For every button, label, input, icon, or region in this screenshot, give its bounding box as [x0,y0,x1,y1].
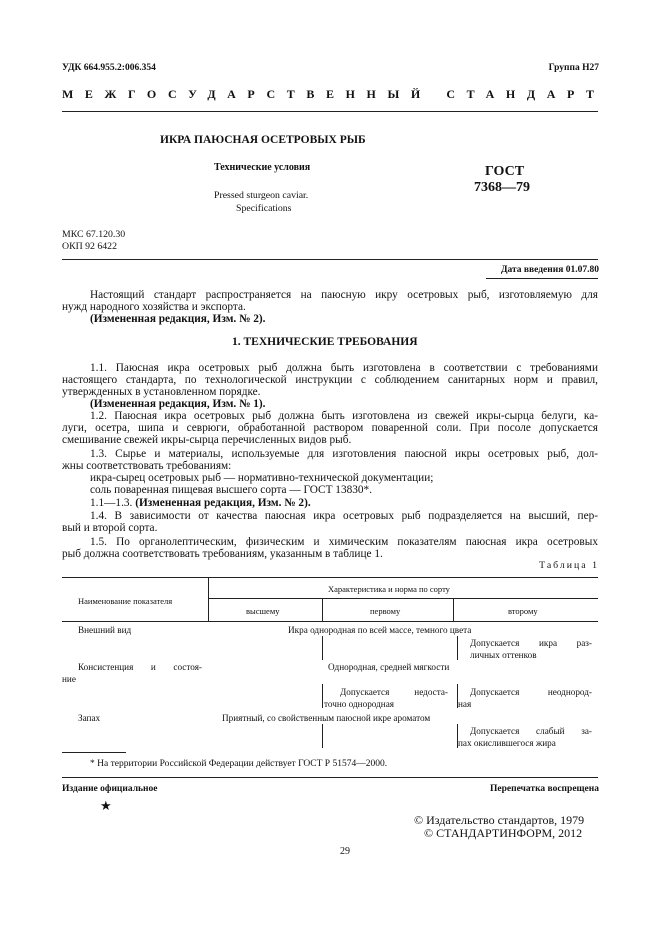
udk-code: УДК 664.955.2:006.354 [62,63,156,73]
intro-amend: (Измененная редакция, Изм. № 2). [90,313,266,325]
gost-label: ГОСТ [485,164,525,179]
p13-amend [90,497,311,509]
row2-first-line2: точно однородная [324,699,395,709]
p13-line-1: 1.3. Сырье и материалы, используемые для изготовления паюсной икры осетровых рыб, дол- [90,448,598,460]
section-heading: 1. ТЕХНИЧЕСКИЕ ТРЕБОВАНИЯ [232,336,418,348]
star-icon: ★ [100,798,112,813]
group-code: Группа Н27 [548,63,599,73]
intro-line-1: Настоящий стандарт распространяется на паюсную икру осетровых рыб, изготовляемую для [90,289,598,301]
p12-line-2: луги, осетра, шипа и севрюги, обработанной раствором поваренной соли. При посоле допускается [62,422,598,434]
p13-amend-prefix: 1.1—1.3. [90,497,136,509]
row2-second-line1: Допускается неоднород- [470,687,592,697]
row3-vline-high [322,724,323,748]
table-col-first: первому [370,606,401,616]
table-group-divider [208,598,598,599]
row2-first-line1: Допускается недоста- [340,687,448,697]
copyright-line-1: © Издательство стандартов, 1979 [414,813,585,827]
reprint-prohibited: Перепечатка воспрещена [489,784,599,794]
p13-line-4: соль поваренная пищевая высшего сорта — ГОСТ 13830*. [90,484,373,496]
row3-second-line2: пах окислившегося жира [458,738,556,748]
table-col-high: высшему [246,606,280,616]
row3-name: Запах [78,713,101,723]
document-title: ИКРА ПАЮСНАЯ ОСЕТРОВЫХ РЫБ [160,134,366,146]
p14-line-2: вый и второй сорта. [62,522,158,534]
intro-line-2: нужд народного хозяйства и экспорта. [62,301,246,313]
english-title-line2: Specifications [236,203,292,214]
table-vline-name [208,577,209,621]
intro-date-label: Дата введения [500,265,564,275]
page-number: 29 [340,846,350,857]
gost-number: 7368—79 [474,180,530,195]
row1-all-grades: Икра однородная по всей массе, темного цвета [288,625,472,635]
p12-line-1: 1.2. Паюсная икра осетровых рыб должна быть изготовлена из свежей икры-сырца белуги, ка- [90,410,598,422]
table-vline-first [453,598,454,621]
row1-name: Внешний вид [78,625,132,635]
table-col-second: второму [508,606,538,616]
row2-second-line2: ная [458,699,472,709]
mks-code: МКС 67.120.30 [62,229,126,240]
footer-divider [62,777,598,778]
copyright-line-2: © СТАНДАРТИНФОРМ, 2012 [424,826,583,840]
p13-amend-text: (Измененная редакция, Изм. № 2). [135,497,311,509]
footnote: * На территории Российской Федерации действует ГОСТ Р 51574—2000. [90,759,388,769]
footnote-rule [62,752,126,753]
intro-date [501,265,599,275]
p12-line-3: смешивание свежей икры-сырца перечисленных видов рыб. [62,434,352,446]
row2-vline-high [322,684,323,708]
row3-all-grades: Приятный, со свойственным паюсной икре ароматом [222,713,431,723]
p13-line-3: икра-сырец осетровых рыб — нормативно-технической документации; [90,472,434,484]
p15-line-1: 1.5. По органолептическим, физическим и химическим показателям паюсная икра осетровых [90,536,598,548]
p11-line-3: утвержденных в установленном порядке. [62,386,261,398]
row2-all-grades: Однородная, средней мягкости [328,662,450,672]
row1-vline-high [322,636,323,660]
row2-name-line2: ние [62,674,76,684]
table-col-group: Характеристика и норма по сорту [328,584,450,594]
date-underline [486,278,598,279]
english-title-line1: Pressed sturgeon caviar. [214,190,309,201]
row2-name-line1: Консистенция и состоя- [78,662,202,672]
p11-amend: (Измененная редакция, Изм. № 1). [90,398,266,410]
okp-code: ОКП 92 6422 [62,241,117,252]
row1-second-line1: Допускается икра раз- [470,638,592,648]
p14-line-1: 1.4. В зависимости от качества паюсная икра осетровых рыб подразделяется на высший, пер- [90,510,598,522]
table-caption: Таблица 1 [539,560,599,571]
intro-date-value: 01.07.80 [565,265,599,275]
table-header-bottom [62,621,598,622]
header-divider [62,111,598,112]
official-edition: Издание официальное [62,784,158,794]
row1-vline-first [457,636,458,660]
p11-line-1: 1.1. Паюсная икра осетровых рыб должна быть изготовлена в соответствии с требованиями [90,362,598,374]
table-vline-high [322,598,323,621]
row1-second-line2: личных оттенков [470,650,537,660]
p13-line-2: жны соответствовать требованиям: [62,460,232,472]
table-col-name: Наименование показателя [78,596,173,606]
row3-second-line1: Допускается слабый за- [470,726,592,736]
p11-line-2: настоящего стандарта, по технологической инструкции с соблюдением санитарных норм и правил, [62,374,598,386]
document-subtitle: Технические условия [214,162,311,173]
title-divider [62,259,598,260]
p15-line-2: рыб должна соответствовать требованиям, указанным в таблице 1. [62,548,383,560]
table-top-border [62,577,598,578]
standard-banner: МЕЖГОСУДАРСТВЕННЫЙ СТАНДАРТ [62,87,606,101]
